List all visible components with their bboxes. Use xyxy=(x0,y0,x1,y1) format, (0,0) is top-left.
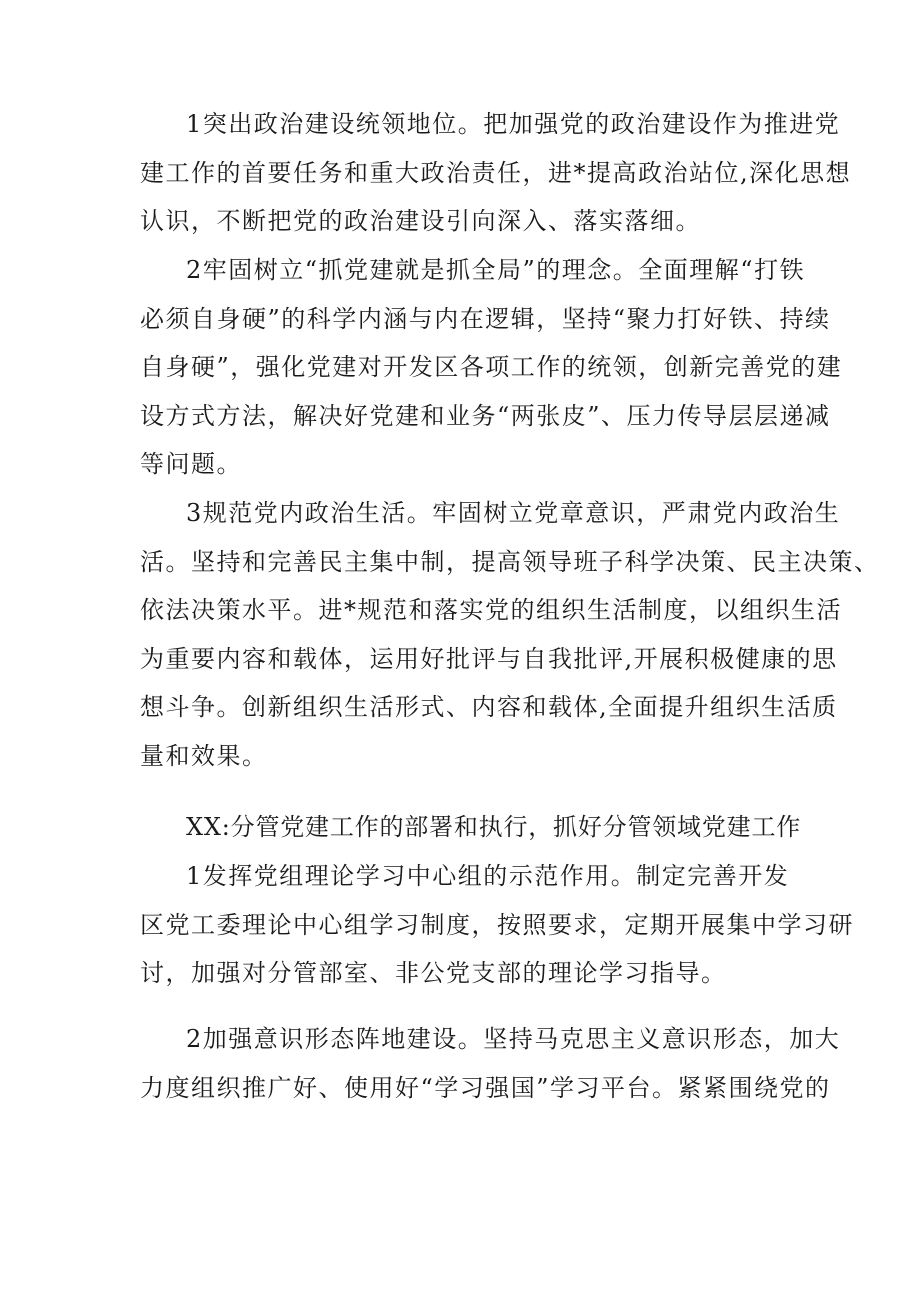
text-line: 讨，加强对分管部室、非公党支部的理论学习指导。 xyxy=(140,959,727,987)
text-line: 量和效果。 xyxy=(140,741,268,770)
text-line: 区党工委理论中心组学习制度，按照要求，定期开展集中学习研 xyxy=(140,910,854,939)
text-line: 活。坚持和完善民主集中制，提高领导班子科学决策、民主决策、 xyxy=(140,547,880,576)
text-line: 等问题。 xyxy=(140,450,242,478)
text-line: 1突出政治建设统领地位。把加强党的政治建设作为推进党 xyxy=(186,110,841,138)
text-line: 力度组织推广好、使用好“学习强国”学习平台。紧紧围绕党的 xyxy=(140,1073,831,1102)
text-line: 认识，不断把党的政治建设引向深入、落实落细。 xyxy=(140,207,701,235)
text-line: 建工作的首要任务和重大政治责任，进*提高政治站位,深化思想 xyxy=(140,158,852,187)
paragraph-political-construction xyxy=(140,100,852,246)
text-line: 设方式方法，解决好党建和业务“两张皮”、压力传导层层递减 xyxy=(140,401,831,430)
paragraph-party-building-concept xyxy=(140,246,843,489)
text-line: 2加强意识形态阵地建设。坚持马克思主义意识形态，加大 xyxy=(186,1025,841,1053)
paragraph-theory-study-group xyxy=(140,852,854,998)
text-line: 想斗争。创新组织生活形式、内容和载体,全面提升组织生活质 xyxy=(140,693,838,721)
text-line: 必须自身硬”的科学内涵与内在逻辑，坚持“聚力打好铁、持续 xyxy=(140,304,831,333)
text-line: 2牢固树立“抓党建就是抓全局”的理念。全面理解“打铁 xyxy=(186,256,806,284)
section-heading-xx xyxy=(140,803,802,852)
text-line: XX:分管党建工作的部署和执行，抓好分管领域党建工作 xyxy=(186,813,802,841)
paragraph-inner-party-life xyxy=(140,489,880,780)
text-line: 1发挥党组理论学习中心组的示范作用。制定完善开发 xyxy=(186,862,790,890)
text-line: 依法决策水平。进*规范和落实党的组织生活制度，以组织生活 xyxy=(140,596,842,624)
text-line: 自身硬”，强化党建对开发区各项工作的统领，创新完善党的建 xyxy=(140,353,843,381)
paragraph-ideology-positions xyxy=(140,1015,841,1112)
text-line: 为重要内容和载体，运用好批评与自我批评,开展积极健康的思 xyxy=(140,644,838,673)
text-line: 3规范党内政治生活。牢固树立党章意识，严肃党内政治生 xyxy=(186,499,841,527)
